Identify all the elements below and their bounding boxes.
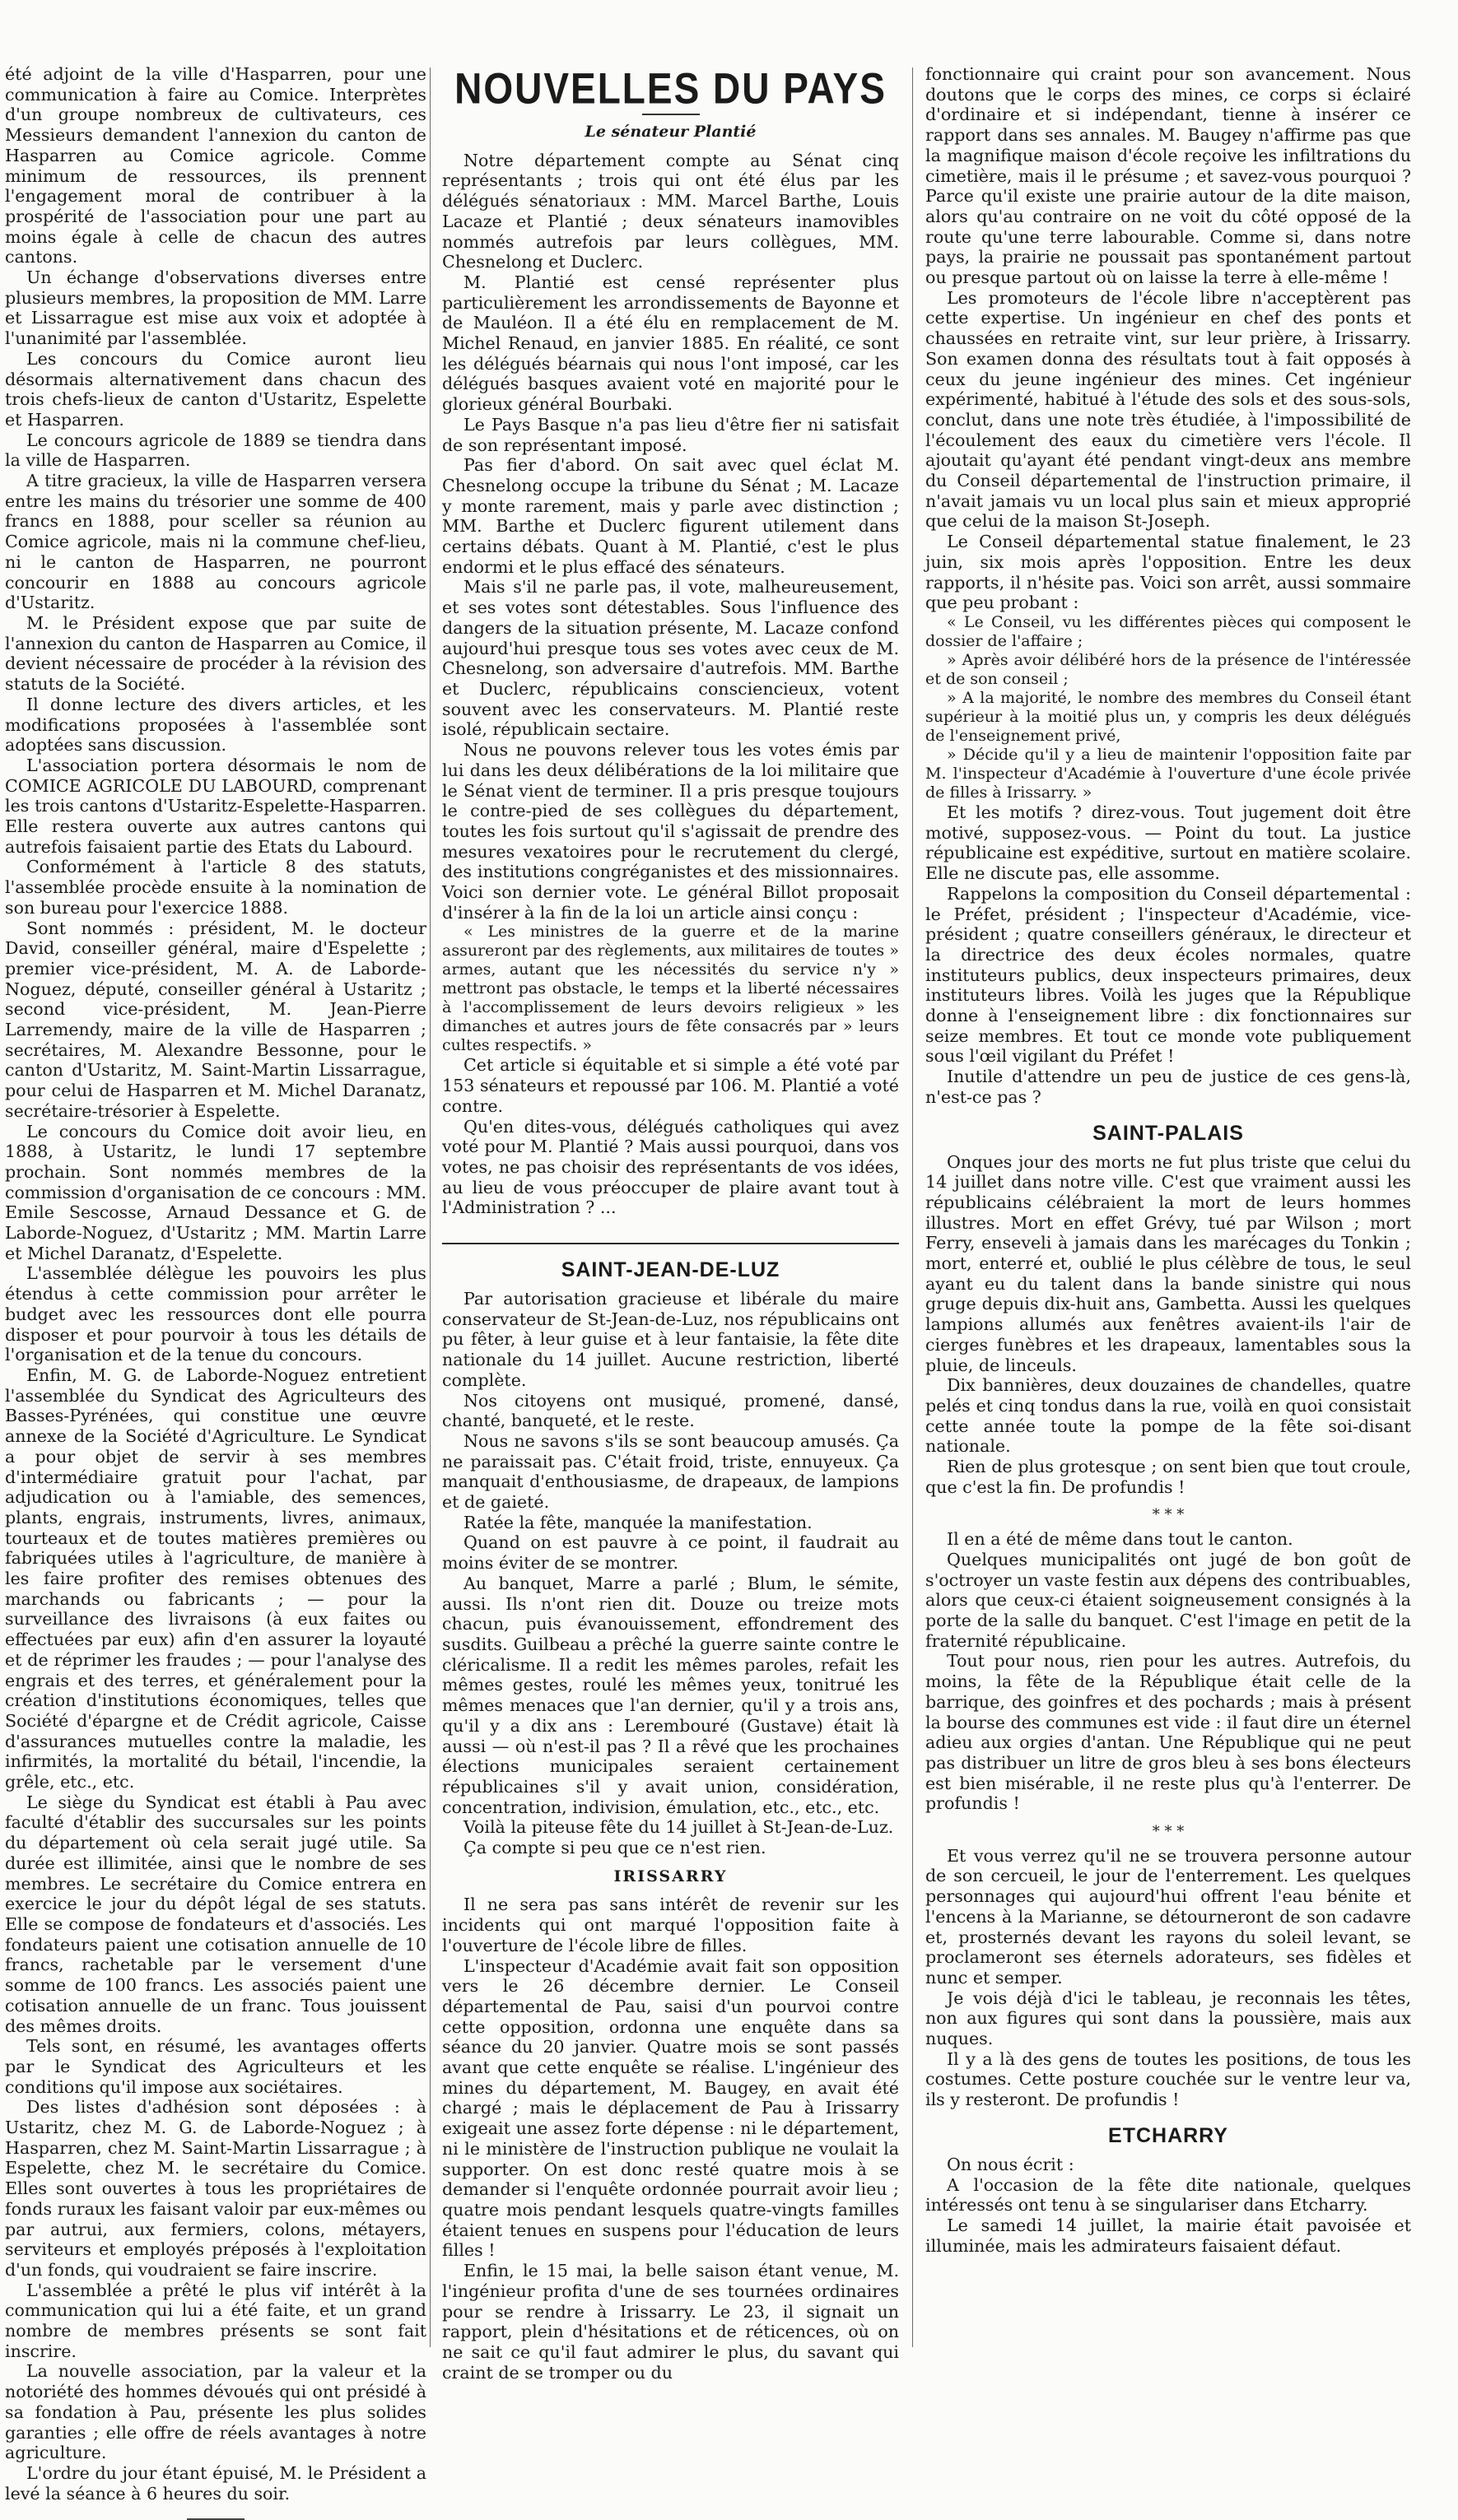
paragraph: Quelques municipalités ont jugé de bon goût de s'octroyer un vaste festin aux dépens des contribuables, alors que ceux-ci étaient soigneusement consignés à la porte de la salle du banquet. C'est l'image en petit de la fraternité républicaine.: [925, 1549, 1411, 1651]
paragraph: L'assemblée a prêté le plus vif intérêt à la communication qui lui a été faite, et un grand nombre de membres présents se sont fait inscrire.: [5, 2280, 426, 2361]
stpalais-heading: SAINT-PALAIS: [1092, 1121, 1244, 1145]
paragraph: A titre gracieux, la ville de Hasparren versera entre les mains du trésorier une somme de 400 francs en 1888, pour sceller sa réunion au Comice agricole, mais ni la commune chef-lieu, ni le canton de Hasparren, ne pourront concourir en 1888 au concours agricole d'Ustaritz.: [5, 471, 426, 613]
paragraph: Notre département compte au Sénat cinq représentants ; trois qui ont été élus par les délégués sénatoriaux : MM. Marcel Barthe, Louis Lacaze et Plantié ; deux sénateurs inamovibles nommés autrefois par leurs collègues, MM. Chesnelong et Duclerc.: [442, 150, 899, 272]
paragraph: Il y a là des gens de toutes les positions, de tous les costumes. Cette posture couchée sur le ventre leur va, ils y resteront. De profundis !: [925, 2048, 1411, 2110]
column-rule-left: [430, 67, 431, 2347]
paragraph: L'inspecteur d'Académie avait fait son opposition vers le 26 décembre dernier. Le Conseil départemental de Pau, saisi d'un pourvoi contre cette opposition, ordonna une enquête dans sa séance du 20 janvier. Quatre mois se sont passés avant que cette enquête se réalise. L'ingénieur des mines du département, M. Baugey, en avait été chargé ; mais le déplacement de Pau à Irissarry exigeait une assez forte dépense : ni le département, ni le ministère de l'instruction publique ne voulait la supporter. On est donc resté quatre mois à se demander si l'enquête ordonnée pourrait avoir lieu ; quatre mois pendant lesquels quatre-vingts familles étaient tenues en suspens pour l'éducation de leurs filles !: [442, 1955, 899, 2261]
paragraph: Les concours du Comice auront lieu désormais alternativement dans chacun des trois chefs-lieux de canton d'Ustaritz, Espelette et Hasparren.: [5, 348, 426, 430]
paragraph: Je vois déjà d'ici le tableau, je reconnais les têtes, non aux figures qui sont dans la poussière, mais aux nuques.: [925, 1988, 1411, 2049]
paragraph: Inutile d'attendre un peu de justice de ces gens-là, n'est-ce pas ?: [925, 1067, 1411, 1107]
paragraph: Rien de plus grotesque ; on sent bien que tout croule, que c'est la fin. De profundis !: [925, 1457, 1411, 1497]
paragraph: Les promoteurs de l'école libre n'acceptèrent pas cette expertise. Un ingénieur en chef des ponts et chaussées en retraite vint, sur leur prière, à Irissarry. Son examen donna des résultats tout à fait opposés à ceux du jeune ingénieur des mines. Cet ingénieur expérimenté, habitué à l'étude des sols et des sous-sols, conclut, dans une note très étudiée, à l'impossibilité de l'écoulement des eaux du cimetière vers l'école. Il ajoutait qu'ayant été pendant vingt-deux ans membre du Conseil départemental de l'instruction primaire, il n'avait jamais vu un local plus sain et mieux approprié que celui de la maison St-Joseph.: [925, 287, 1411, 532]
paragraph: Au banquet, Marre a parlé ; Blum, le sémite, aussi. Ils n'ont rien dit. Douze ou treize mots chacun, puis évanouissement, effondrement des susdits. Guilbeau a prêché la guerre sainte contre le cléricalisme. Il a redit les mêmes paroles, refait les mêmes gestes, roulé les mêmes yeux, tonitrué les mêmes menaces que l'an dernier, qu'il y a trois ans, qu'il y a dix ans : Lerembouré (Gustave) était là aussi — où n'est-il pas ? Il a rêvé que les prochaines élections municipales seraient certainement républicaines s'il y avait union, considération, concentration, indivision, émulation, etc., etc., etc.: [442, 1573, 899, 1817]
paragraph: Le concours du Comice doit avoir lieu, en 1888, à Ustaritz, le lundi 17 septembre prochain. Sont nommés membres de la commission d'organisation de ce concours : MM. Emile Sescosse, Arnaud Dessance et G. de Laborde-Noguez, d'Ustaritz ; MM. Martin Larre et Michel Daranatz, d'Espelette.: [5, 1121, 426, 1263]
paragraph: Tels sont, en résumé, les avantages offerts par le Syndicat des Agriculteurs et les conditions qu'il impose aux sociétaires.: [5, 2036, 426, 2097]
paragraph: Nos citoyens ont musiqué, promené, dansé, chanté, banqueté, et le reste.: [442, 1390, 899, 1431]
paragraph: Enfin, M. G. de Laborde-Noguez entretient l'assemblée du Syndicat des Agriculteurs des Basses-Pyrénées, qui constitue une œuvre annexe de la Société d'Agriculture. Le Syndicat a pour objet de servir à ses membres d'intermédiaire gratuit pour l'achat, par adjudication ou à l'amiable, des semences, plants, engrais, instruments, livres, animaux, tourteaux et de toutes matières premières ou fabriquées utiles à l'agriculture, de manière à les faire profiter des remises obtenues des marchands ou fabricants ; — pour la surveillance des livraisons (à eux faites ou effectuées par eux) afin d'en assurer la loyauté et de réprimer les fraudes ; — pour l'analyse des engrais et des terres, et généralement pour la création d'institutions économiques, telles que Société d'épargne et de Crédit agricole, Caisse d'assurances mutuelles contre la maladie, les infirmités, la mortalité du bétail, l'incendie, la grêle, etc., etc.: [5, 1365, 426, 1792]
paragraph: Tout pour nous, rien pour les autres. Autrefois, du moins, la fête de la République était celle de la barrique, des goinfres et des pochards ; mais à présent la bourse des communes est vide : il faut dire un éternel adieu aux orgies d'antan. Une République qui ne peut pas distribuer un litre de gros bleu à ses bons électeurs est bien misérable, il ne reste plus qu'à l'enterrer. De profundis !: [925, 1651, 1411, 1814]
senator-quote: « Les ministres de la guerre et de la marine assureront par des règlements, aux militaires de toutes » armes, autant que les nécessités du service n'y » mettront pas obstacle, le temps et la liberté nécessaires à l'accomplissement de leurs devoirs religieux » les dimanches et autres jours de fête consacrés par » leurs cultes respectifs. »: [442, 923, 899, 1055]
column-left: [0, 64, 426, 2504]
paragraph: Nous ne savons s'ils se sont beaucoup amusés. Ça ne paraissait pas. C'était froid, triste, ennuyeux. Ça manquait d'enthousiasme, de drapeaux, de lampions et de gaieté.: [442, 1430, 899, 1513]
paragraph: Qu'en dites-vous, délégués catholiques qui avez voté pour M. Plantié ? Mais aussi pourquoi, dans vos votes, ne pas choisir des représentants de vos idées, au lieu de vous préoccuper de plaire avant tout à l'Administration ? ...: [442, 1116, 899, 1218]
senator-article: [442, 151, 899, 923]
paragraph: La nouvelle association, par la valeur et la notoriété des hommes dévoués qui ont présidé à sa fondation à Pau, présente les plus solides garanties ; elle offre de réels avantages à notre agriculture.: [5, 2361, 426, 2463]
section-title: NOUVELLES DU PAYS: [454, 63, 887, 113]
paragraph: été adjoint de la ville d'Hasparren, pour une communication à faire au Comice. Interprètes d'un groupe nombreux de cultivateurs, ces Messieurs demandent l'annexion du canton de Hasparren au Comice agricole. Comme minimum de ressources, ils prennent l'engagement moral de contribuer à la prospérité de l'association pour une part au moins égale à celle de chacun des autres cantons.: [5, 64, 426, 267]
council-decision-quote: [925, 613, 1411, 802]
paragraph: » A la majorité, le nombre des membres du Conseil étant supérieur à la moitié plus un, y compris les deux délégués de l'enseignement privé,: [925, 688, 1411, 745]
paragraph: Sont nommés : président, M. le docteur David, conseiller général, maire d'Espelette ; premier vice-président, M. A. de Laborde-Noguez, député, conseiller général à Ustaritz ; second vice-président, M. Jean-Pierre Larremendy, maire de la ville de Hasparren ; secrétaires, M. Alexandre Bessonne, pour le canton d'Ustaritz, M. Saint-Martin Lissarrague, pour celui de Hasparren et M. Michel Daranatz, secrétaire-trésorier à Espelette.: [5, 918, 426, 1121]
paragraph: » Décide qu'il y a lieu de maintenir l'opposition faite par M. l'inspecteur d'Académie à l'ouverture d'une école privée de filles à Irissarry. »: [925, 745, 1411, 802]
etcharry-heading: ETCHARRY: [1108, 2123, 1228, 2147]
irissarry-article-end: [925, 802, 1411, 1108]
paragraph: Mais s'il ne parle pas, il vote, malheureusement, et ses votes sont détestables. Sous l'influence des dangers de la situation présente, M. Lacaze confond aujourd'hui presque tous ses votes avec ceux de M. Chesnelong, son adversaire d'autrefois. MM. Barthe et Duclerc, républicains consciencieux, votent souvent avec les conservateurs. M. Plantié reste isolé, républicain sectaire.: [442, 577, 899, 740]
paragraph: Conformément à l'article 8 des statuts, l'assemblée procède ensuite à la nomination de son bureau pour l'exercice 1888.: [5, 857, 426, 918]
paragraph: Il donne lecture des divers articles, et les modifications proposées à l'assemblée sont adoptées sans discussion.: [5, 694, 426, 756]
paragraph: M. Plantié est censé représenter plus particulièrement les arrondissements de Bayonne et de Mauléon. Il a été élu en remplacement de M. Michel Renaud, en janvier 1885. En réalité, ce sont les délégués béarnais qui nous l'ont imposé, car les délégués basques avaient voté en majorité pour le glorieux général Bourbaki.: [442, 272, 899, 415]
column-middle: [442, 63, 899, 2383]
comice-report: [5, 64, 426, 2504]
paragraph: Le Conseil départemental statue finalement, le 23 juin, six mois après l'opposition. Entre les deux rapports, il n'hésite pas. Voici son arrêt, aussi sommaire que peu probant :: [925, 532, 1411, 613]
paragraph: » Après avoir délibéré hors de la présence de l'intéressée et de son conseil ;: [925, 650, 1411, 688]
title-rule: [642, 114, 700, 115]
paragraph: Onques jour des morts ne fut plus triste que celui du 14 juillet dans notre ville. C'est que vraiment aussi les républicains célébraient la mort de leurs hommes illustres. Mort en effet Grévy, tué par Wilson ; mort Ferry, enseveli à jamais dans les marécages du Tonkin ; mort, enterré et, oublié le plus célèbre de tous, le seul ayant eu du talent dans la bande sinistre qui nous gruge depuis dix-huit ans, Gambetta. Aussi les quelques lampions allumés aux fenêtres avaient-ils l'air de cierges funèbres et les drapeaux, lamentables sous la pluie, de linceuls.: [925, 1151, 1411, 1375]
paragraph: M. le Président expose que par suite de l'annexion du canton de Hasparren au Comice, il devient nécessaire de procéder à la révision des statuts de la Société.: [5, 612, 426, 695]
separator-stars: * * *: [1152, 1506, 1185, 1524]
paragraph: Et vous verrez qu'il ne se trouvera personne autour de son cercueil, le jour de l'enterrement. Les quelques personnages qui aujourd'hui offrent l'eau bénite et l'encens à la Marianne, se détourneront de son cadavre et, prosternés devant les rayons du soleil levant, se proclameront ses éternels adorateurs, ses fidèles et nunc et semper.: [925, 1845, 1411, 1988]
stpalais-article-part2: [925, 1529, 1411, 1814]
paragraph: Ratée la fête, manquée la manifestation.: [463, 1512, 813, 1532]
stpalais-article: [925, 1152, 1411, 1498]
paragraph: A l'occasion de la fête dite nationale, quelques intéressés ont tenu à se singulariser dans Etcharry.: [925, 2174, 1411, 2215]
paragraph: Des listes d'adhésion sont déposées : à Ustaritz, chez M. G. de Laborde-Noguez ; à Hasparren, chez M. Saint-Martin Lissarrague ; à Espelette, chez M. le secrétaire du Comice. Elles sont ouvertes à tous les propriétaires de fonds ruraux les faisant valoir par eux-mêmes ou par autrui, aux fermiers, colons, métayers, serviteurs et employés préposés à l'exploitation d'un fonds, qui voudraient se faire inscrire.: [5, 2097, 426, 2280]
sjdl-heading: SAINT-JEAN-DE-LUZ: [561, 1258, 780, 1282]
stpalais-article-part3: [925, 1846, 1411, 2110]
paragraph: Et les motifs ? direz-vous. Tout jugement doit être motivé, supposez-vous. — Point du tout. La justice républicaine est expéditive, surtout en matière scolaire. Elle ne discute pas, elle assomme.: [925, 802, 1411, 884]
paragraph: Par autorisation gracieuse et libérale du maire conservateur de St-Jean-de-Luz, nos républicains ont pu fêter, à leur guise et à leur fantaisie, la fête dite nationale du 14 juillet. Aucune restriction, liberté complète.: [442, 1289, 899, 1390]
irissarry-article-continued: [925, 64, 1411, 613]
senator-heading: Le sénateur Plantié: [585, 123, 757, 141]
paragraph: Ça compte si peu que ce n'est rien.: [463, 1838, 766, 1858]
column-right: [925, 64, 1411, 2367]
section-rule: [442, 1243, 899, 1244]
etcharry-intro: On nous écrit :: [947, 2154, 1074, 2174]
senator-article-end: [442, 1055, 899, 1218]
paragraph: Cet article si équitable et si simple a été voté par 153 sénateurs et repoussé par 106. M. Plantié a voté contre.: [442, 1055, 899, 1116]
column-rule-right: [912, 67, 913, 2347]
paragraph: Quand on est pauvre à ce point, il faudrait au moins éviter de se montrer.: [442, 1532, 899, 1574]
paragraph: Il en a été de même dans tout le canton.: [947, 1529, 1293, 1550]
irissarry-heading: IRISSARRY: [613, 1867, 728, 1885]
paragraph: fonctionnaire qui craint pour son avancement. Nous doutons que le corps des mines, ce corps si éclairé d'ordinaire et si indépendant, tienne à insérer ce rapport dans ses annales. M. Baugey n'affirme pas que la magnifique maison d'école reçoive les infiltrations du cimetière, mais il le présume ; et savez-vous pourquoi ? Parce qu'il existe une prairie autour de la dite maison, alors qu'au contraire on ne voit du côté opposé de la route qu'une terre labourable. Comme si, dans notre pays, la prairie ne poussait pas spontanément partout ou presque partout où on laisse la terre à elle-même !: [925, 64, 1411, 288]
paragraph: Le siège du Syndicat est établi à Pau avec faculté d'établir des succursales sur les points du département où cela serait jugé utile. Sa durée est illimitée, ainsi que le nombre de ses membres. Le secrétaire du Comice entrera en exercice le jour du dépôt légal de ses statuts. Elle se compose de fondateurs et d'associés. Les fondateurs paient une cotisation annuelle de 10 francs, rachetable par le versement d'une somme de 100 francs. Les associés paient une cotisation annuelle de un franc. Tous jouissent des mêmes droits.: [5, 1792, 426, 2036]
paragraph: Un échange d'observations diverses entre plusieurs membres, la proposition de MM. Larre et Lissarrague est mise aux voix et adoptée à l'unanimité par l'assemblée.: [5, 267, 426, 349]
paragraph: Il ne sera pas sans intérêt de revenir sur les incidents qui ont marqué l'opposition faite à l'ouverture de l'école libre de filles.: [442, 1895, 899, 1955]
paragraph: Dix bannières, deux douzaines de chandelles, quatre pelés et cinq tondus dans la rue, voilà en quoi consistait cette année toute la pompe de la fête soi-disant nationale.: [925, 1375, 1411, 1457]
paragraph: Le Pays Basque n'a pas lieu d'être fier ni satisfait de son représentant imposé.: [442, 414, 899, 455]
separator-stars: * * *: [1152, 1823, 1185, 1841]
etcharry-article: [925, 2175, 1411, 2257]
sjdl-article: [442, 1289, 899, 1858]
paragraph: Nous ne pouvons relever tous les votes émis par lui dans les deux délibérations de la loi militaire que le Sénat vient de terminer. Il a pris presque toujours le contre-pied de ses collègues du département, toutes les fois surtout qu'il s'agissait de prendre des mesures vexatoires pour le recrutement du clergé, des institutions congréganistes et des missionnaires. Voici son dernier vote. Le général Billot proposait d'insérer à la fin de la loi un article ainsi conçu :: [442, 740, 899, 923]
paragraph: Enfin, le 15 mai, la belle saison étant venue, M. l'ingénieur profita d'une de ses tournées ordinaires pour se rendre à Irissarry. Le 23, il signait un rapport, plein d'hésitations et de réticences, où on ne sait ce qu'il faut admirer le plus, du savant qui craint de se tromper ou du: [442, 2261, 899, 2383]
paragraph: Pas fier d'abord. On sait avec quel éclat M. Chesnelong occupe la tribune du Sénat ; M. Lacaze y monte rarement, mais y parle avec distinction ; MM. Barthe et Duclerc figurent utilement dans certains débats. Quant à M. Plantié, c'est le plus endormi et le plus effacé des sénateurs.: [442, 455, 899, 577]
paragraph: « Le Conseil, vu les différentes pièces qui composent le dossier de l'affaire ;: [925, 612, 1411, 650]
irissarry-article: [442, 1895, 899, 2383]
paragraph: L'association portera désormais le nom de COMICE AGRICOLE DU LABOURD, comprenant les trois cantons d'Ustaritz-Espelette-Hasparren. Elle restera ouverte aux autres cantons qui autrefois faisaient partie des Etats du Labourd.: [5, 755, 426, 857]
paragraph: Le samedi 14 juillet, la mairie était pavoisée et illuminée, mais les admirateurs faisaient défaut.: [925, 2215, 1411, 2256]
paragraph: Rappelons la composition du Conseil départemental : le Préfet, président ; l'inspecteur d'Académie, vice-président ; quatre conseillers généraux, le directeur et la directrice des deux écoles normales, quatre instituteurs publics, deux inspecteurs primaires, deux instituteurs libres. Voilà les juges que la République donne à l'enseignement libre : dix fonctionnaires sur seize membres. Et tout ce monde vote publiquement sous l'œil vigilant du Préfet !: [925, 883, 1411, 1067]
paragraph: Voilà la piteuse fête du 14 juillet à St-Jean-de-Luz.: [463, 1817, 894, 1838]
paragraph: L'assemblée délègue les pouvoirs les plus étendus à cette commission pour arrêter le budget avec les ressources dont elle pourra disposer et pour pourvoir à tous les détails de l'organisation et de la tenue du concours.: [5, 1263, 426, 1365]
paragraph: L'ordre du jour étant épuisé, M. le Président a levé la séance à 6 heures du soir.: [5, 2462, 426, 2504]
paragraph: Le concours agricole de 1889 se tiendra dans la ville de Hasparren.: [5, 430, 426, 471]
